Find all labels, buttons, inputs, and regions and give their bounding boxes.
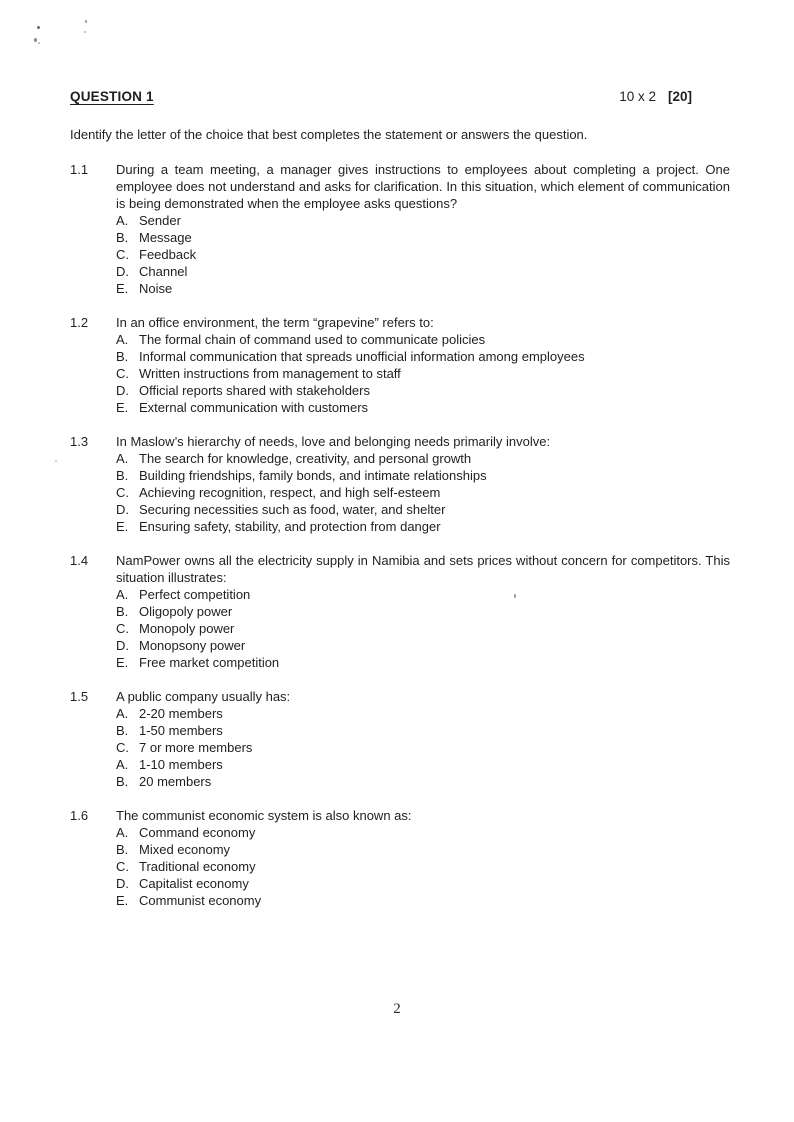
question-number: 1.5	[70, 689, 89, 704]
page-number: 2	[393, 1001, 401, 1017]
option-text: Free market competition	[139, 655, 280, 670]
option-letter: D.	[116, 264, 129, 279]
option-letter: B.	[116, 230, 129, 245]
option-row	[116, 382, 730, 399]
scan-artifact	[34, 38, 37, 42]
question-number: 1.4	[70, 553, 89, 568]
question-body	[116, 314, 730, 416]
option-row	[116, 365, 730, 382]
option-text: Written instructions from management to staff	[139, 366, 401, 381]
option-row	[116, 841, 730, 858]
question-block	[70, 807, 730, 909]
question-stem: NamPower owns all the electricity supply in Namibia and sets prices without concern for competitors. This situation illustrates:	[116, 553, 730, 585]
option-letter: A.	[116, 825, 129, 840]
question-block	[70, 552, 730, 671]
option-letter: E.	[116, 281, 129, 296]
option-letter: A.	[116, 587, 129, 602]
option-text: 20 members	[139, 774, 212, 789]
option-text: The formal chain of command used to communicate policies	[139, 332, 486, 347]
option-text: Capitalist economy	[139, 876, 249, 891]
option-row	[116, 705, 730, 722]
question-stem: In an office environment, the term “grapevine” refers to:	[116, 315, 434, 330]
option-letter: B.	[116, 349, 129, 364]
option-row	[116, 637, 730, 654]
option-letter: C.	[116, 247, 129, 262]
questions-list	[70, 161, 730, 909]
scan-artifact	[85, 20, 87, 23]
options-list	[116, 586, 730, 671]
option-text: Securing necessities such as food, water, and shelter	[139, 502, 446, 517]
question-number: 1.2	[70, 315, 89, 330]
question-block	[70, 314, 730, 416]
option-text: Sender	[139, 213, 181, 228]
question-block	[70, 688, 730, 790]
option-letter: A.	[116, 451, 129, 466]
option-text: Monopoly power	[139, 621, 235, 636]
option-row	[116, 246, 730, 263]
question-heading: QUESTION 1	[70, 89, 154, 104]
scan-artifact	[37, 26, 40, 29]
question-stem: A public company usually has:	[116, 689, 291, 704]
question-block	[70, 161, 730, 297]
option-letter: B.	[116, 468, 129, 483]
option-letter: C.	[116, 740, 129, 755]
option-row	[116, 620, 730, 637]
options-list	[116, 705, 730, 790]
option-letter: D.	[116, 876, 129, 891]
option-text: External communication with customers	[139, 400, 369, 415]
question-stem: During a team meeting, a manager gives instructions to employees about completing a project. One employee does not understand and asks for clarification. In this situation, which element of communication is being demonstrated when the employee asks questions?	[116, 162, 730, 211]
option-row	[116, 892, 730, 909]
scan-artifact	[55, 460, 57, 462]
option-row	[116, 348, 730, 365]
option-text: Building friendships, family bonds, and intimate relationships	[139, 468, 487, 483]
option-row	[116, 858, 730, 875]
question-block	[70, 433, 730, 535]
option-letter: A.	[116, 213, 129, 228]
option-row	[116, 399, 730, 416]
option-letter: A.	[116, 706, 129, 721]
option-letter: B.	[116, 774, 129, 789]
option-row	[116, 875, 730, 892]
options-list	[116, 824, 730, 909]
option-letter: E.	[116, 519, 129, 534]
option-text: Ensuring safety, stability, and protection from danger	[139, 519, 441, 534]
option-letter: D.	[116, 638, 129, 653]
option-row	[116, 263, 730, 280]
option-text: Communist economy	[139, 893, 262, 908]
option-row	[116, 331, 730, 348]
marks-allocation	[619, 88, 692, 105]
question-body	[116, 552, 730, 671]
option-text: 2-20 members	[139, 706, 223, 721]
question-stem: The communist economic system is also known as:	[116, 808, 412, 823]
option-text: 7 or more members	[139, 740, 253, 755]
question-number: 1.1	[70, 162, 89, 177]
options-list	[116, 212, 730, 297]
option-letter: E.	[116, 400, 129, 415]
scan-artifact	[514, 594, 516, 598]
option-row	[116, 518, 730, 535]
option-row	[116, 654, 730, 671]
option-letter: D.	[116, 502, 129, 517]
option-text: Message	[139, 230, 192, 245]
option-text: Official reports shared with stakeholders	[139, 383, 370, 398]
option-letter: C.	[116, 485, 129, 500]
option-text: Traditional economy	[139, 859, 256, 874]
question-number: 1.3	[70, 434, 89, 449]
option-text: Achieving recognition, respect, and high self-esteem	[139, 485, 441, 500]
option-text: Mixed economy	[139, 842, 231, 857]
option-row	[116, 824, 730, 841]
option-text: Monopsony power	[139, 638, 246, 653]
option-letter: B.	[116, 604, 129, 619]
option-row	[116, 229, 730, 246]
question-header	[70, 88, 730, 105]
option-text: Oligopoly power	[139, 604, 233, 619]
marks-formula: 10 x 2	[619, 89, 656, 104]
option-row	[116, 756, 730, 773]
option-text: Perfect competition	[139, 587, 251, 602]
option-row	[116, 739, 730, 756]
option-letter: B.	[116, 842, 129, 857]
options-list	[116, 450, 730, 535]
option-text: The search for knowledge, creativity, and personal growth	[139, 451, 472, 466]
question-body	[116, 807, 730, 909]
option-text: Noise	[139, 281, 173, 296]
option-row	[116, 280, 730, 297]
option-row	[116, 450, 730, 467]
option-letter: C.	[116, 366, 129, 381]
option-row	[116, 603, 730, 620]
question-body	[116, 688, 730, 790]
option-row	[116, 212, 730, 229]
option-letter: C.	[116, 859, 129, 874]
option-letter: E.	[116, 655, 129, 670]
option-row	[116, 773, 730, 790]
marks-total: [20]	[667, 89, 692, 104]
option-text: 1-50 members	[139, 723, 223, 738]
question-stem: In Maslow’s hierarchy of needs, love and belonging needs primarily involve:	[116, 434, 551, 449]
question-number: 1.6	[70, 808, 89, 823]
option-row	[116, 722, 730, 739]
scan-artifact	[38, 42, 40, 44]
options-list	[116, 331, 730, 416]
option-row	[116, 467, 730, 484]
question-body	[116, 433, 730, 535]
option-text: Command economy	[139, 825, 256, 840]
question-body	[116, 161, 730, 297]
option-letter: E.	[116, 893, 129, 908]
instruction-text: Identify the letter of the choice that best completes the statement or answers the question.	[70, 127, 588, 142]
option-letter: A.	[116, 757, 129, 772]
option-row	[116, 484, 730, 501]
option-row	[116, 501, 730, 518]
scan-artifact	[84, 31, 86, 33]
option-letter: A.	[116, 332, 129, 347]
option-text: 1-10 members	[139, 757, 223, 772]
option-text: Feedback	[139, 247, 197, 262]
option-text: Channel	[139, 264, 188, 279]
option-letter: B.	[116, 723, 129, 738]
option-row	[116, 586, 730, 603]
option-letter: D.	[116, 383, 129, 398]
option-text: Informal communication that spreads unofficial information among employees	[139, 349, 585, 364]
option-letter: C.	[116, 621, 129, 636]
